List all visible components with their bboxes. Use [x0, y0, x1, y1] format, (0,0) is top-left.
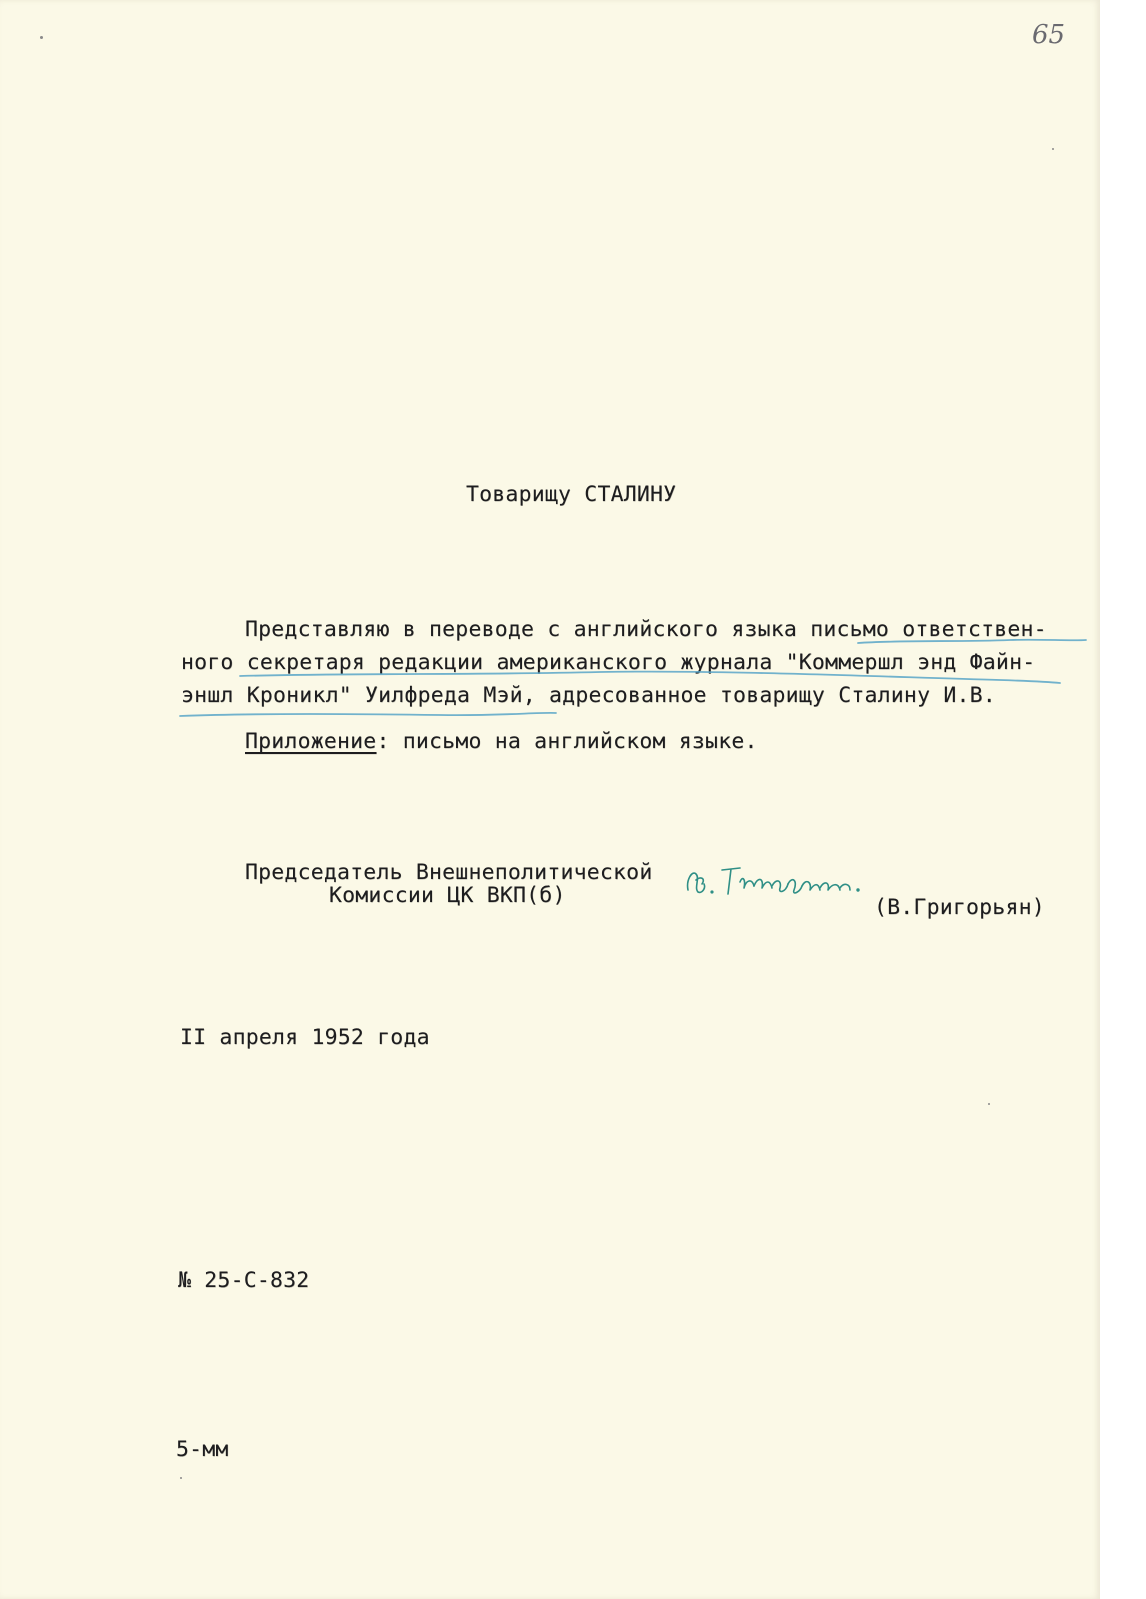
body-line-1: Представляю в переводе с английского языка письмо ответствен-: [245, 617, 1047, 642]
body-line-2: ного секретаря редакции американского журнала "Коммершл энд Файн-: [181, 650, 1036, 675]
page-number: 65: [1032, 20, 1066, 50]
copies-note: 5-мм: [176, 1437, 229, 1462]
paper-speck: [1052, 148, 1054, 150]
signatory-title-line-2: Комиссии ЦК ВКП(б): [329, 883, 566, 908]
paper-speck: [988, 1103, 990, 1105]
reference-number: № 25-С-832: [178, 1268, 310, 1293]
paper-speck: [180, 1477, 182, 1479]
signatory-name: (В.Григорьян): [874, 895, 1045, 920]
attachment-text: : письмо на английском языке.: [376, 729, 758, 754]
attachment-label: Приложение: [245, 729, 377, 754]
attachment-line: [245, 729, 758, 754]
document-date: II апреля 1952 года: [180, 1025, 430, 1050]
body-line-3: эншл Кроникл" Уилфреда Мэй, адресованное товарищу Сталину И.В.: [181, 683, 996, 708]
paper-speck: [40, 36, 43, 39]
addressee: Товарищу СТАЛИНУ: [466, 482, 677, 507]
handwritten-signature: [682, 858, 882, 908]
signatory-title-line-1: Председатель Внешнеполитической: [245, 860, 653, 885]
